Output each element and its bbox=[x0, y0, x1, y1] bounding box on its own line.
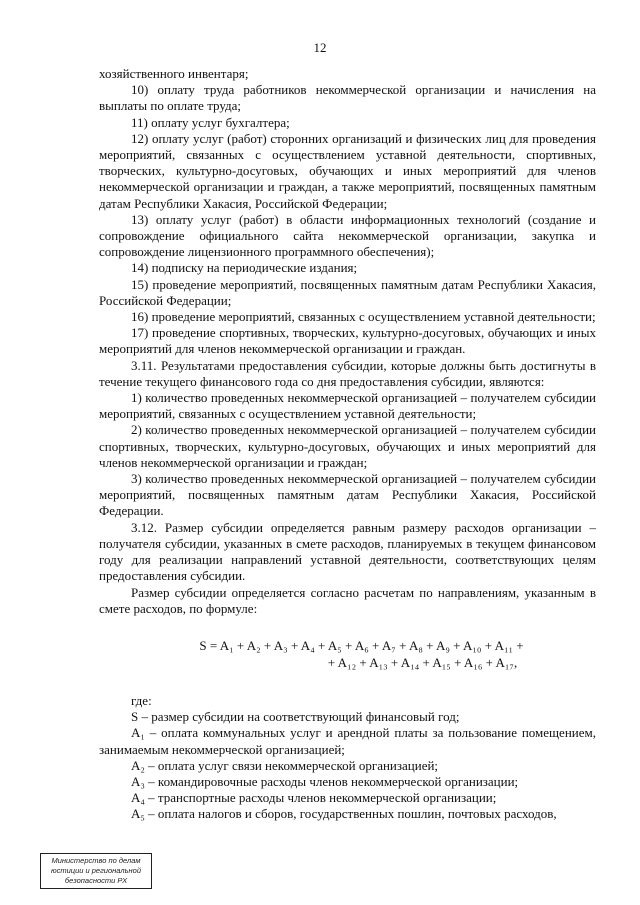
paragraphs-top bbox=[99, 66, 596, 617]
stamp-line-2: юстиции и региональной bbox=[50, 866, 142, 875]
formula-line-2: + A₁₂ + A₁₃ + A₁₄ + A₁₅ + A₁₆ + A₁₇, bbox=[327, 654, 518, 670]
document-body bbox=[99, 66, 596, 823]
ministry-stamp bbox=[40, 853, 152, 889]
paragraph: 12) оплату услуг (работ) сторонних организаций и физических лиц для проведения мероприятий, связанных с осуществлением уставной деятельности, спортивных, творческих, культурно-досуговых, обучающих и иных мероприятий для членов некоммерческой организации и граждан, а также мероприятий, посвященных памятным датам Республики Хакасия, Российской Федерации; bbox=[99, 130, 596, 211]
formula-line-1: S = A₁ + A₂ + A₃ + A₄ + A₅ + A₆ + A₇ + A₈ + A₉ + A₁₀ + A₁₁ + bbox=[199, 637, 524, 653]
paragraph: A₅ – оплата налогов и сборов, государственных пошлин, почтовых расходов, bbox=[131, 806, 557, 822]
paragraph: A₄ – транспортные расходы членов некоммерческой организации; bbox=[131, 790, 497, 806]
paragraph: 3.12. Размер субсидии определяется равным размеру расходов организации – получателя субсидии, указанных в смете расходов, планируемых в текущем финансовом году для реализации направлений уставной деятельности, соответствующих целям предоставления субсидии. bbox=[99, 519, 596, 584]
paragraph: 2) количество проведенных некоммерческой организацией – получателем субсидии спортивных, творческих, культурно-досуговых, обучающих и иных мероприятий для членов некоммерческой организации и граждан; bbox=[99, 422, 596, 470]
paragraph: 3.11. Результатами предоставления субсидии, которые должны быть достигнуты в течение текущего финансового года со дня предоставления субсидии, являются: bbox=[99, 357, 596, 389]
paragraph: хозяйственного инвентаря; bbox=[99, 66, 249, 81]
paragraphs-bottom bbox=[99, 693, 596, 823]
paragraph: 14) подписку на периодические издания; bbox=[131, 260, 358, 276]
paragraph: A₂ – оплата услуг связи некоммерческой организацией; bbox=[131, 757, 439, 773]
page-number: 12 bbox=[313, 40, 327, 55]
subsidy-formula bbox=[99, 637, 596, 671]
paragraph: 17) проведение спортивных, творческих, культурно-досуговых, обучающих и иных мероприятий для членов некоммерческой организации и граждан. bbox=[99, 325, 596, 357]
paragraph: 11) оплату услуг бухгалтера; bbox=[131, 114, 290, 130]
paragraph: A₁ – оплата коммунальных услуг и арендной платы за пользование помещением, занимаемым некоммерческой организацией; bbox=[99, 725, 596, 757]
paragraph: A₃ – командировочные расходы членов некоммерческой организации; bbox=[131, 773, 519, 789]
paragraph: 1) количество проведенных некоммерческой организацией – получателем субсидии мероприятий, связанных с осуществлением уставной деятельности; bbox=[99, 390, 596, 422]
paragraph: 13) оплату услуг (работ) в области информационных технологий (создание и сопровождение официального сайта некоммерческой организации, закупка и сопровождение лицензионного программного обеспечения); bbox=[99, 211, 596, 260]
paragraph: где: bbox=[131, 692, 152, 708]
stamp-line-1: Министерство по делам bbox=[51, 856, 141, 865]
stamp-line-3: безопасности РХ bbox=[64, 876, 128, 885]
paragraph: 15) проведение мероприятий, посвященных памятным датам Республики Хакасия, Российской Федерации; bbox=[99, 276, 596, 308]
paragraph: 10) оплату труда работников некоммерческой организации и начисления на выплаты по оплате труда; bbox=[99, 82, 596, 114]
paragraph: 3) количество проведенных некоммерческой организацией – получателем субсидии мероприятий, посвященных памятным датам Республики Хакасия, Российской Федерации. bbox=[99, 471, 596, 519]
paragraph: 16) проведение мероприятий, связанных с осуществлением уставной деятельности; bbox=[131, 309, 596, 325]
paragraph: Размер субсидии определяется согласно расчетам по направлениям, указанным в смете расходов, по формуле: bbox=[99, 584, 596, 616]
paragraph: S – размер субсидии на соответствующий финансовый год; bbox=[131, 709, 460, 725]
